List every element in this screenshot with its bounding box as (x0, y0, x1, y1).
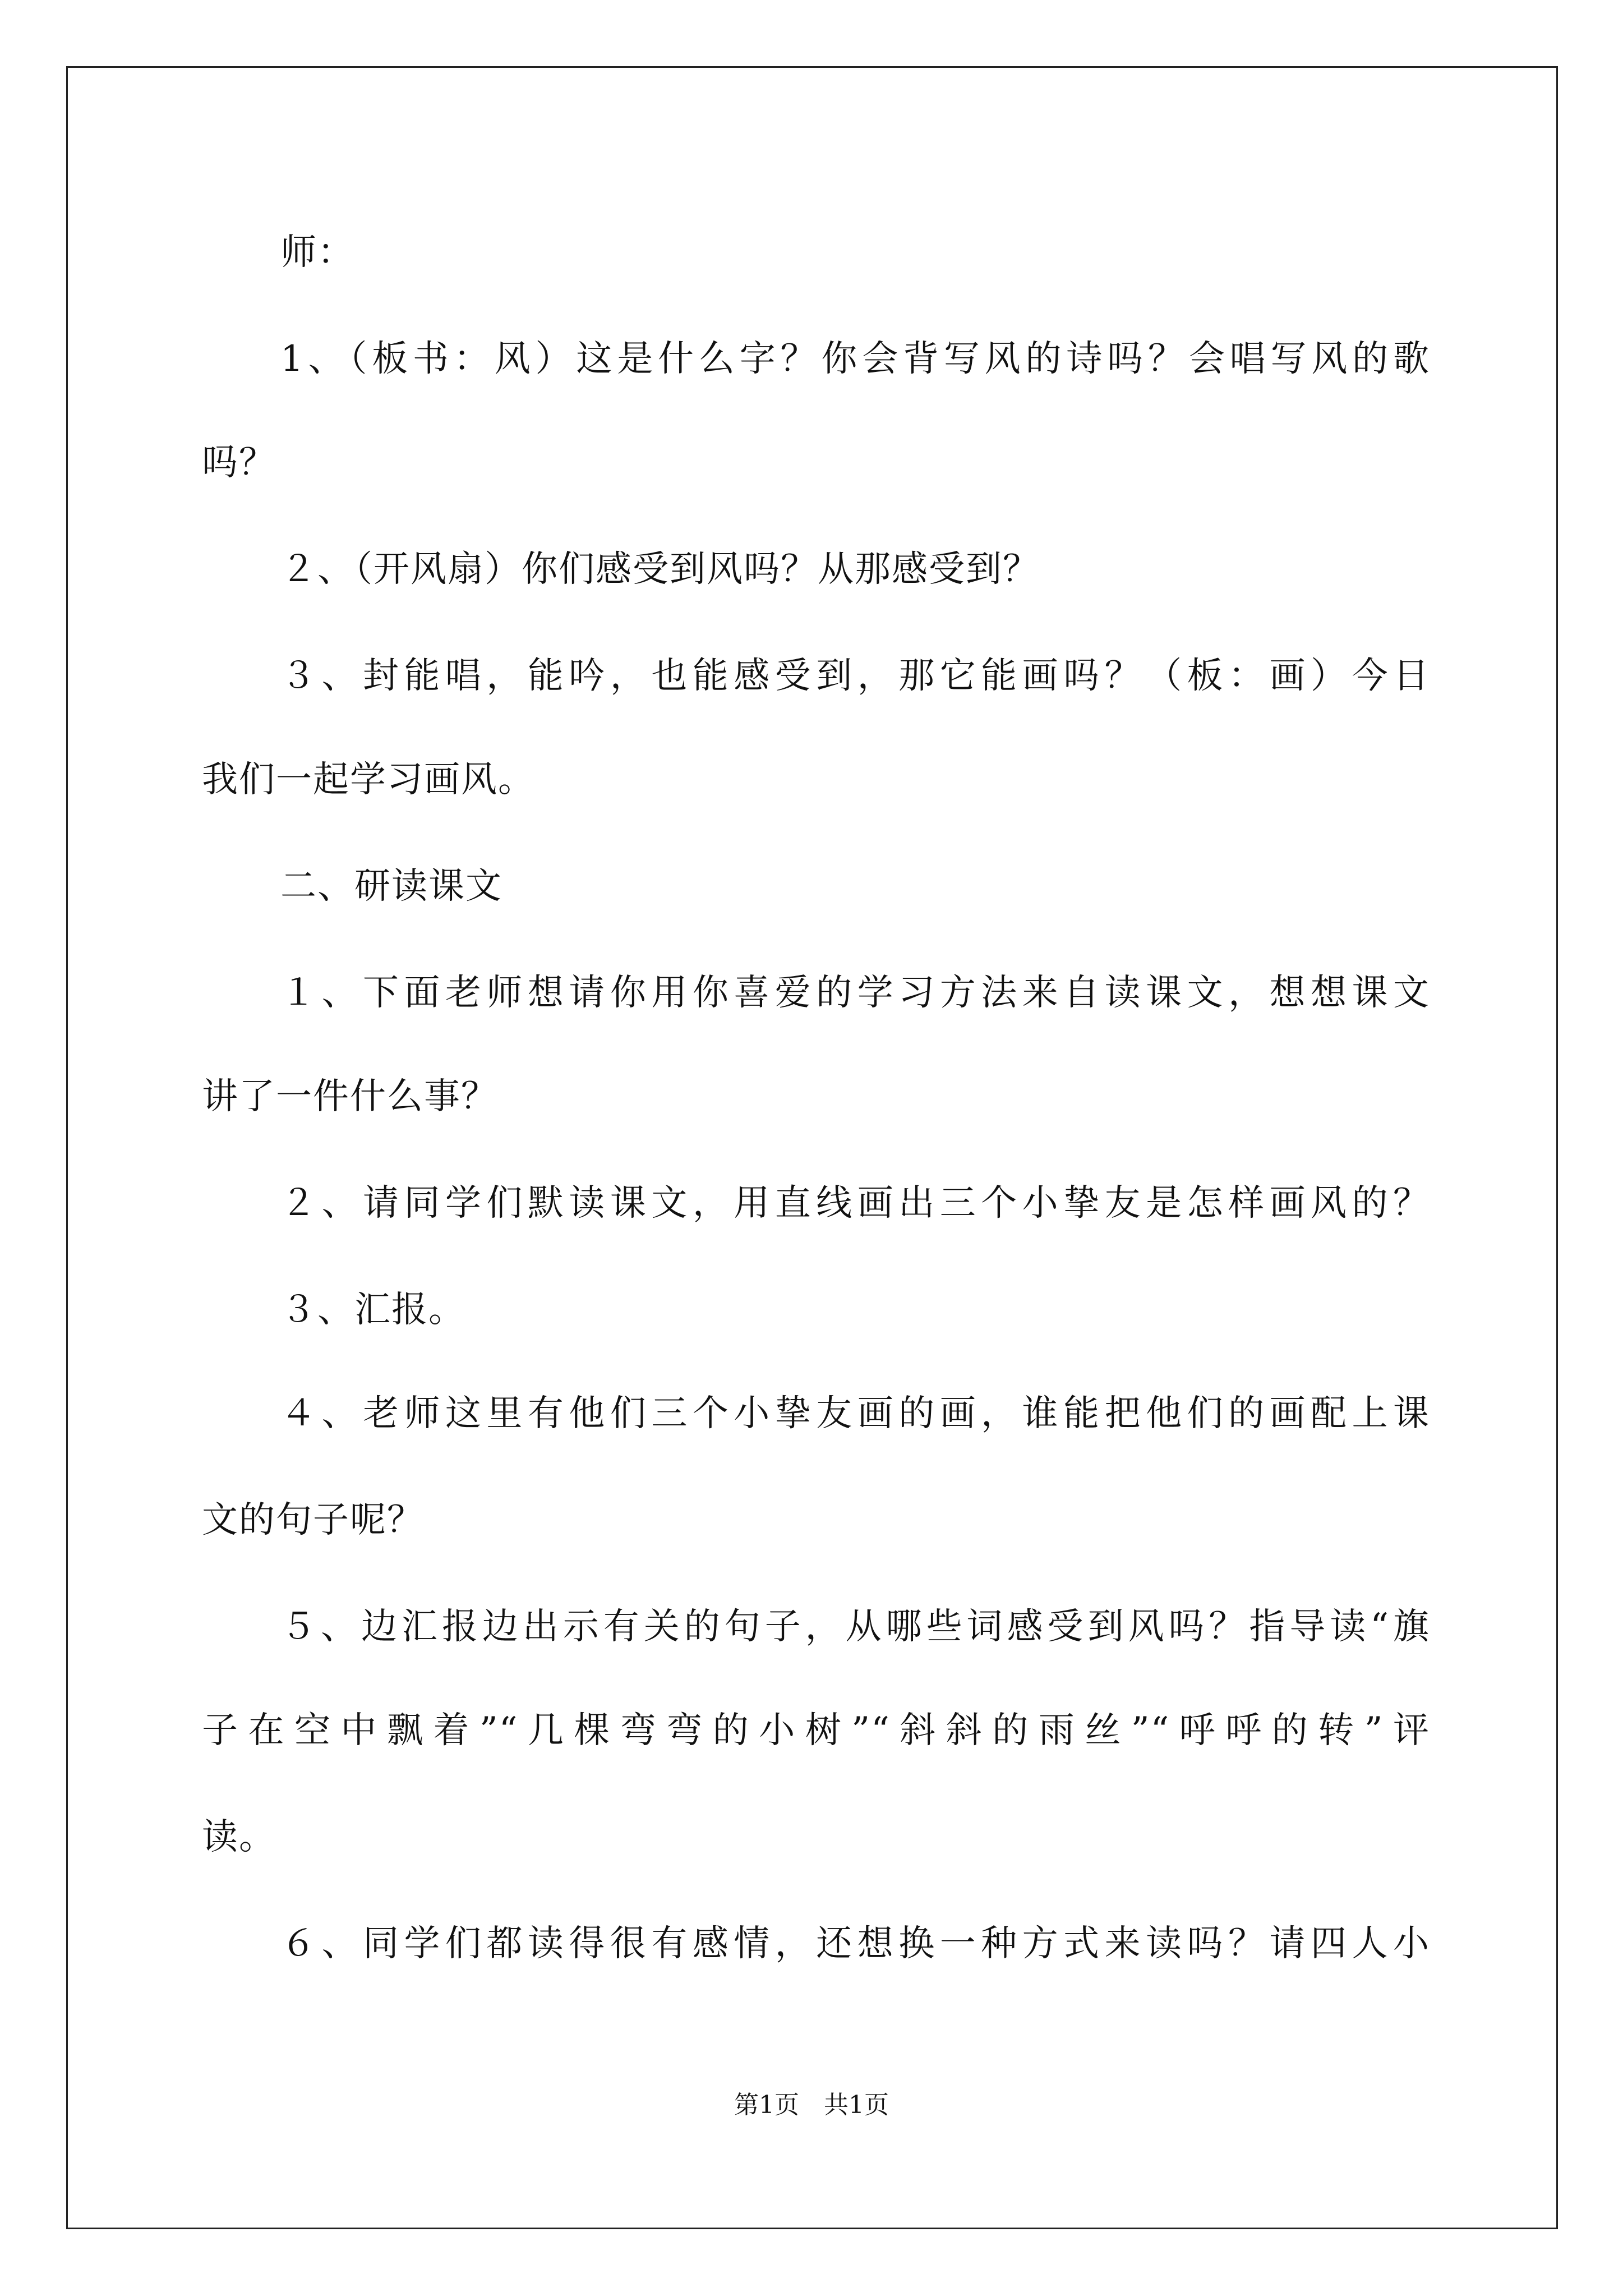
text-line: ４、老师这里有他们三个小挚友画的画，谁能把他们的画配上课 (280, 1393, 1430, 1434)
text-line: ３、汇报。 (280, 1289, 465, 1331)
text-line: ６、同学们都读得很有感情，还想换一种方式来读吗？请四人小 (280, 1923, 1430, 1964)
text-line: 子在空中飘着”“几棵弯弯的小树”“斜斜的雨丝”“呼呼的转”评 (202, 1710, 1430, 1751)
text-line: 文的句子呢？ (202, 1499, 424, 1541)
text-line: 讲了一件什么事？ (202, 1076, 498, 1117)
text-line: １、下面老师想请你用你喜爱的学习方法来自读课文，想想课文 (280, 972, 1430, 1014)
section-heading: 二、研读课文 (280, 866, 502, 907)
text-line: ３、封能唱，能吟，也能感受到，那它能画吗？（板：画）今日 (280, 655, 1430, 697)
text-line: 1、（板书：风）这是什么字？你会背写风的诗吗？会唱写风的歌 (280, 338, 1430, 380)
page-number-footer: 第1页 共1页 (734, 2091, 889, 2119)
page-border (66, 66, 1558, 2229)
text-line: 我们一起学习画风。 (202, 759, 535, 800)
text-line: 师： (280, 232, 354, 273)
text-line: 吗？ (202, 442, 276, 484)
text-line: 读。 (202, 1816, 276, 1858)
text-line: ５、边汇报边出示有关的句子，从哪些词感受到风吗？指导读“旗 (280, 1606, 1430, 1648)
text-line: ２、请同学们默读课文，用直线画出三个小挚友是怎样画风的？ (280, 1182, 1430, 1224)
text-line: ２、（开风扇）你们感受到风吗？从那感受到？ (280, 549, 1040, 590)
